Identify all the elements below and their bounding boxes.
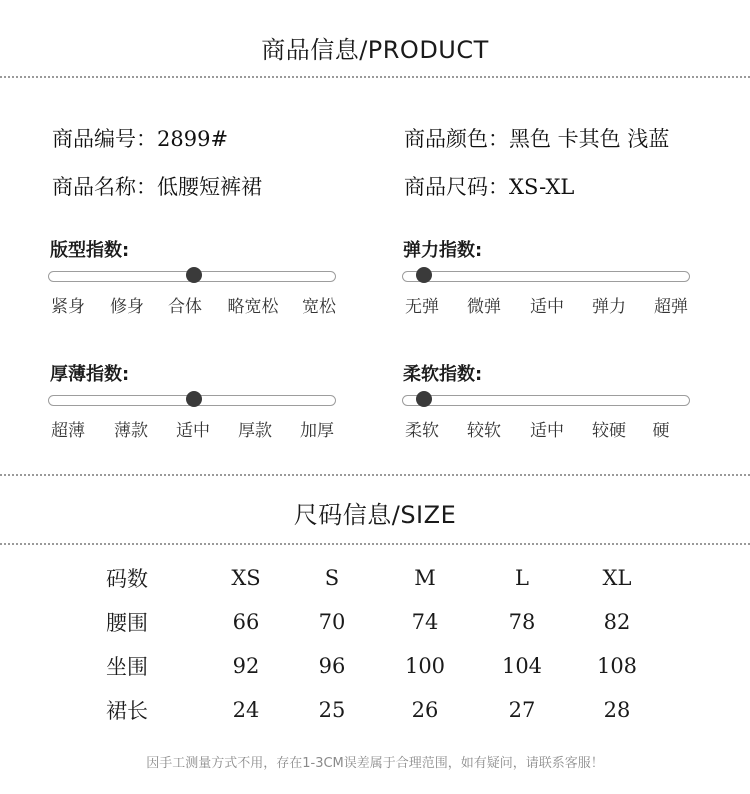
index-label: 薄款 [114,421,148,441]
table-header-cell: XL [602,566,632,590]
index-label: 硬 [652,421,670,441]
index-slider [402,271,690,282]
index-label: 加厚 [300,421,334,441]
table-cell: 96 [318,654,346,678]
divider [0,543,750,545]
index-slider [48,395,336,406]
table-header-cell: S [324,566,340,590]
size-section-title: 尺码信息/SIZE [293,501,457,529]
table-row [82,688,682,732]
table-cell: 24 [232,698,260,722]
index-label: 修身 [110,297,144,317]
table-cell: 裙长 [106,699,148,723]
index-label: 适中 [176,421,210,441]
index-title: 柔软指数: [403,364,483,385]
index-label: 超薄 [51,421,85,441]
slider-knob [416,267,432,283]
index-label: 无弹 [405,297,439,317]
product-name: 商品名称：低腰短裤裙 [52,175,262,199]
index-label: 紧身 [51,297,85,317]
index-label: 较软 [467,421,501,441]
product-size-range: 商品尺码：XS-XL [404,175,575,199]
index-label: 适中 [530,421,564,441]
index-label: 超弹 [654,297,688,317]
index-slider [48,271,336,282]
table-header-cell: L [515,566,529,590]
table-cell: 70 [318,610,346,634]
product-section-title: 商品信息/PRODUCT [261,36,489,64]
table-header-cell: 码数 [106,567,148,591]
table-cell: 28 [603,698,631,722]
table-cell: 100 [404,654,446,678]
table-header-cell: XS [231,566,261,590]
product-colors: 商品颜色：黑色 卡其色 浅蓝 [404,127,670,151]
measurement-note: 因手工测量方式不用，存在1-3CM误差属于合理范围，如有疑问，请联系客服！ [146,756,604,771]
table-cell: 腰围 [106,611,148,635]
index-label: 适中 [530,297,564,317]
product-code: 商品编号：2899# [52,127,229,151]
table-cell: 78 [508,610,536,634]
index-label: 柔软 [405,421,439,441]
divider [0,474,750,476]
slider-knob [186,267,202,283]
index-label: 弹力 [592,297,626,317]
index-label: 微弹 [467,297,501,317]
index-slider [402,395,690,406]
table-cell: 74 [411,610,439,634]
table-cell: 82 [603,610,631,634]
table-cell: 26 [411,698,439,722]
table-cell: 27 [508,698,536,722]
table-cell: 92 [232,654,260,678]
table-cell: 108 [596,654,638,678]
table-row [82,644,682,688]
index-label: 较硬 [592,421,626,441]
slider-knob [186,391,202,407]
table-cell: 坐围 [106,655,148,679]
table-header-cell: M [414,566,436,590]
size-table [82,556,682,732]
index-title: 弹力指数: [403,240,483,261]
index-label: 厚款 [238,421,272,441]
table-cell: 66 [232,610,260,634]
divider [0,76,750,78]
index-label: 略宽松 [227,297,279,317]
index-title: 版型指数: [50,240,130,261]
table-row [82,600,682,644]
index-title: 厚薄指数: [50,364,130,385]
table-cell: 25 [318,698,346,722]
index-label: 合体 [168,297,202,317]
slider-knob [416,391,432,407]
table-cell: 104 [501,654,543,678]
table-header-row [82,556,682,600]
index-label: 宽松 [302,297,336,317]
